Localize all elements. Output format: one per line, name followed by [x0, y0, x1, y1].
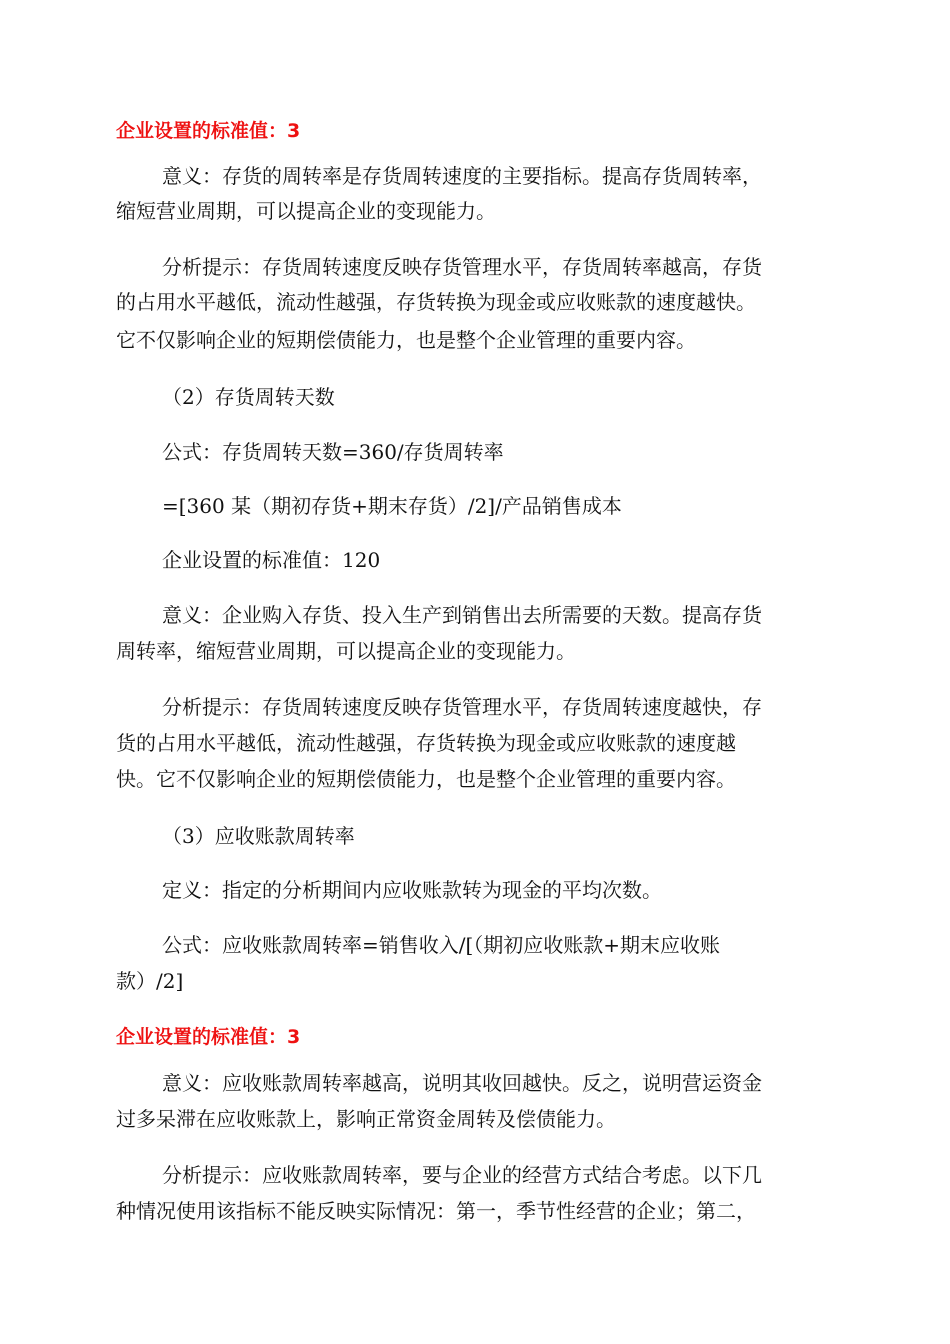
paragraph-line: 意义：企业购入存货、投入生产到销售出去所需要的天数。提高存货	[162, 603, 762, 627]
definition-line: 定义：指定的分析期间内应收账款转为现金的平均次数。	[162, 878, 662, 902]
paragraph-line: 分析提示：存货周转速度反映存货管理水平，存货周转速度越快，存	[162, 695, 762, 719]
formula-line: 款）/2]	[116, 969, 184, 993]
paragraph-line: 缩短营业周期，可以提高企业的变现能力。	[116, 199, 496, 223]
paragraph-line: 周转率，缩短营业周期，可以提高企业的变现能力。	[116, 639, 576, 663]
paragraph-line: 快。它不仅影响企业的短期偿债能力，也是整个企业管理的重要内容。	[116, 767, 736, 791]
paragraph-line: 种情况使用该指标不能反映实际情况：第一，季节性经营的企业；第二，	[116, 1199, 756, 1223]
paragraph-line: 分析提示：应收账款周转率，要与企业的经营方式结合考虑。以下几	[162, 1163, 762, 1187]
paragraph-line: 过多呆滞在应收账款上，影响正常资金周转及偿债能力。	[116, 1107, 616, 1131]
paragraph-line: 货的占用水平越低，流动性越强，存货转换为现金或应收账款的速度越	[116, 731, 736, 755]
formula-line: 公式：存货周转天数=360/存货周转率	[162, 440, 504, 464]
subsection-title: （3）应收账款周转率	[162, 824, 355, 848]
paragraph-line: 分析提示：存货周转速度反映存货管理水平，存货周转率越高，存货	[162, 255, 762, 279]
paragraph-line: 它不仅影响企业的短期偿债能力，也是整个企业管理的重要内容。	[116, 328, 696, 352]
subsection-title: （2）存货周转天数	[162, 385, 335, 409]
paragraph-line: 的占用水平越低，流动性越强，存货转换为现金或应收账款的速度越快。	[116, 290, 756, 314]
paragraph-line: 意义：应收账款周转率越高，说明其收回越快。反之，说明营运资金	[162, 1071, 762, 1095]
formula-line: =[360 某（期初存货+期末存货）/2]/产品销售成本	[162, 494, 622, 518]
paragraph-line: 意义：存货的周转率是存货周转速度的主要指标。提高存货周转率，	[162, 164, 762, 188]
section-heading: 企业设置的标准值：3	[116, 1026, 301, 1048]
section-heading: 企业设置的标准值：3	[116, 120, 301, 142]
formula-line: 公式：应收账款周转率=销售收入/[（期初应收账款+期末应收账	[162, 933, 721, 957]
standard-value-line: 企业设置的标准值：120	[162, 548, 381, 572]
